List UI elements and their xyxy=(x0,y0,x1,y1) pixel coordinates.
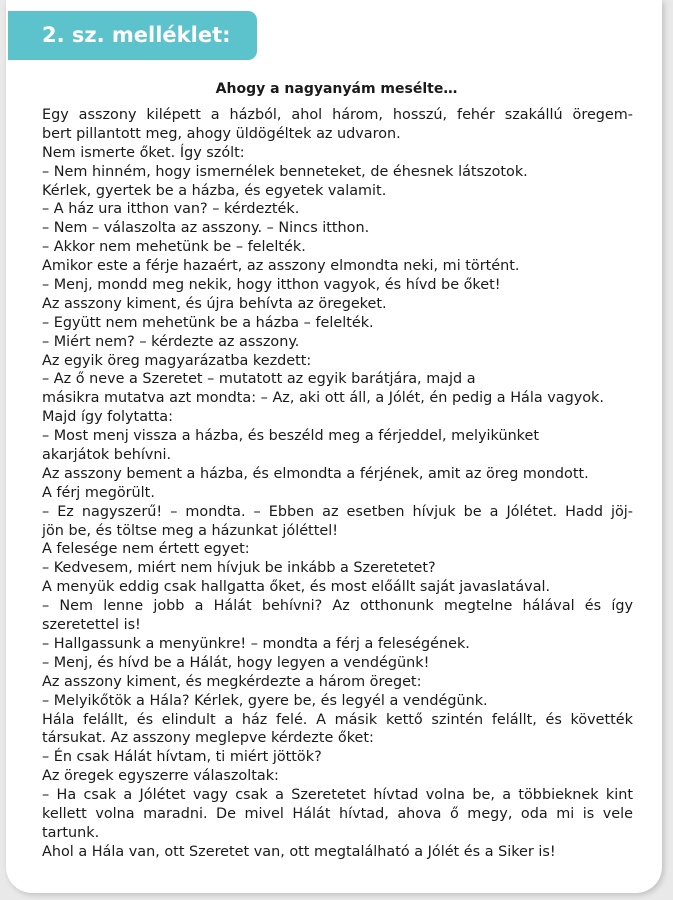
story-line: Nem ismerte őket. Így szólt: xyxy=(42,144,245,161)
story-line: Az öregek egyszerre válaszoltak: xyxy=(42,768,279,785)
story-line: – Ha csak a Jólétet vagy csak a Szeretetet hívtad volna be, a többieknek kint xyxy=(42,787,633,804)
appendix-label-tab: 2. sz. melléklet: xyxy=(8,11,257,60)
story-text xyxy=(42,106,633,862)
story-line: – Most menj vissza a házba, és beszéld meg a férjeddel, melyikünket xyxy=(42,428,540,445)
story-line: másikra mutatva azt mondta: – Az, aki ott áll, a Jólét, én pedig a Hála vagyok. xyxy=(42,390,604,407)
story-line: A férj megörült. xyxy=(42,484,155,501)
story-line: – Én csak Hálát hívtam, ti miért jöttök? xyxy=(42,749,322,766)
story-line: – Ez nagyszerű! – mondta. – Ebben az esetben hívjuk be a Jólétet. Hadd jöj- xyxy=(42,503,633,520)
story-line: Majd így folytatta: xyxy=(42,409,173,426)
story-line: – Hallgassunk a menyünkre! – mondta a férj a feleségének. xyxy=(42,635,470,652)
story-line: kellett volna maradni. De mivel Hálát hívtad, ahova ő megy, oda mi is vele xyxy=(42,805,633,822)
story-title: Ahogy a nagyanyám mesélte… xyxy=(215,81,458,97)
story-line: – Miért nem? – kérdezte az asszony. xyxy=(42,333,300,350)
story-line: A felesége nem értett egyet: xyxy=(42,541,250,558)
story-line: társukat. Az asszony meglepve kérdezte őket: xyxy=(42,730,374,747)
story-line: Egy asszony kilépett a házból, ahol három, hosszú, fehér szakállú öregem- xyxy=(42,107,633,123)
story-line: A menyük eddig csak hallgatta őket, és most előállt saját javaslatával. xyxy=(42,579,551,596)
story-line: Kérlek, gyertek be a házba, és egyetek valamit. xyxy=(42,182,387,199)
story-line: – Az ő neve a Szeretet – mutatott az egyik barátjára, majd a xyxy=(42,371,476,388)
story-line: – Nem lenne jobb a Hálát behívni? Az otthonunk megtelne hálával és így xyxy=(42,598,633,615)
story-line: – Menj, mondd meg nekik, hogy itthon vagyok, és hívd be őket! xyxy=(42,277,501,294)
story-line: Az asszony kiment, és megkérdezte a három öreget: xyxy=(42,673,422,690)
story-line: Ahol a Hála van, ott Szeretet van, ott megtalálható a Jólét és a Siker is! xyxy=(42,843,556,860)
story-line: – Melyikőtök a Hála? Kérlek, gyere be, és legyél a vendégünk. xyxy=(42,692,488,709)
story-line: Amikor este a férje hazaért, az asszony elmondta neki, mi történt. xyxy=(42,258,520,275)
story-line: – A ház ura itthon van? – kérdezték. xyxy=(42,201,300,218)
story-line: – Menj, és hívd be a Hálát, hogy legyen a vendégünk! xyxy=(42,654,430,671)
story-line: Az egyik öreg magyarázatba kezdett: xyxy=(42,352,312,369)
story-line: – Nem hinném, hogy ismernélek benneteket, de éhesnek látszotok. xyxy=(42,163,528,180)
story-line: bert pillantott meg, ahogy üldögéltek az udvaron. xyxy=(42,125,401,142)
story-line: jön be, és töltse meg a házunkat jóléttel! xyxy=(42,522,338,539)
story-line: – Nem – válaszolta az asszony. – Nincs itthon. xyxy=(42,220,370,237)
story-line: Az asszony bement a házba, és elmondta a férjének, amit az öreg mondott. xyxy=(42,465,589,482)
story-line: szeretettel is! xyxy=(42,617,141,634)
story-line: Az asszony kiment, és újra behívta az öregeket. xyxy=(42,295,387,312)
story-line: – Kedvesem, miért nem hívjuk be inkább a Szeretetet? xyxy=(42,560,436,577)
story-line: – Akkor nem mehetünk be – felelték. xyxy=(42,239,306,256)
story-line: – Együtt nem mehetünk be a házba – felelték. xyxy=(42,314,374,331)
story-line: akarjátok behívni. xyxy=(42,447,172,464)
story-line: tartunk. xyxy=(42,824,100,841)
story-line: Hála felállt, és elindult a ház felé. A másik kettő szintén felállt, és követték xyxy=(42,711,633,728)
